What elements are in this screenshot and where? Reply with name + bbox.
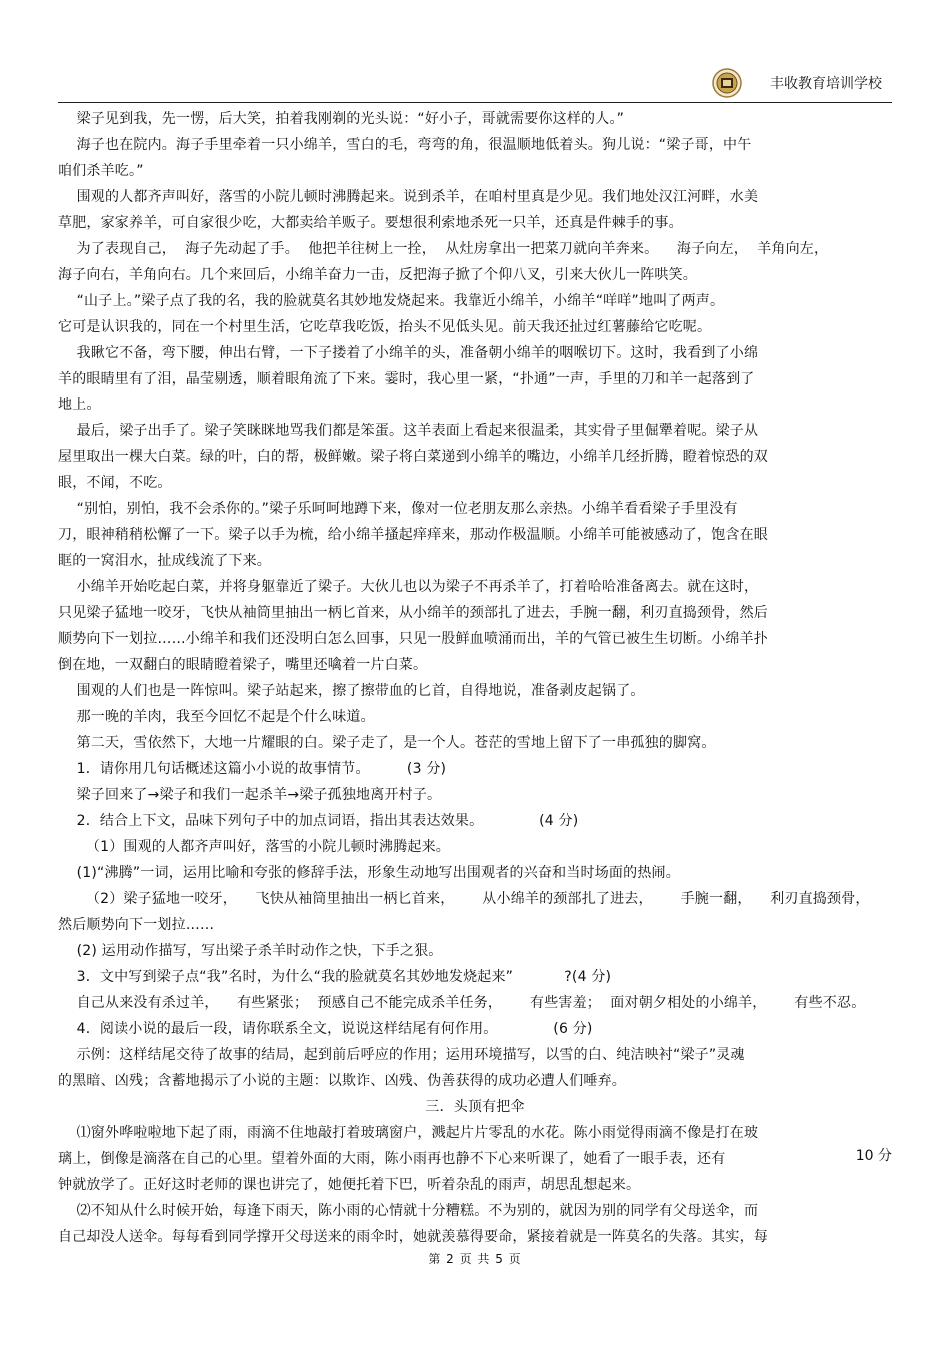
text-line: 自己却没人送伞。每每看到同学撑开父母送来的雨伞时，她就羡慕得要命，紧接着就是一阵莫名的失落。其实，每	[58, 1229, 768, 1245]
text-line: 倒在地，一双翻白的眼睛瞪着梁子，嘴里还噙着一片白菜。	[58, 657, 428, 673]
text-line: 眶的一窝泪水，扯成线流了下来。	[58, 553, 271, 569]
text-line: 为了表现自己， 海子先动起了手。 他把羊往树上一拴， 从灶房拿出一把菜刀就向羊奔来。 海子向左， 羊角向左，	[58, 241, 829, 257]
text-line: ⑵不知从什么时候开始，每逢下雨天，陈小雨的心情就十分糟糕。不为别的，就因为别的同学有父母送伞，而	[58, 1203, 759, 1219]
text-line: 那一晚的羊肉，我至今回忆不起是个什么味道。	[58, 709, 375, 725]
text-line: 顺势向下一划拉……小绵羊和我们还没明白怎么回事，只见一股鲜血喷涌而出，羊的气管已被生生切断。小绵羊扑	[58, 631, 768, 647]
text-line: 只见梁子猛地一咬牙，飞快从袖筒里抽出一柄匕首来，从小绵羊的颈部扎了进去，手腕一翻，利刃直捣颈骨，然后	[58, 605, 768, 621]
text-line: 围观的人都齐声叫好，落雪的小院儿顿时沸腾起来。说到杀羊，在咱村里真是少见。我们地处汉江河畔，水美	[58, 189, 759, 205]
page-footer: 第 2 页 共 5 页	[428, 1252, 522, 1266]
text-line: 围观的人们也是一阵惊叫。梁子站起来，擦了擦带血的匕首，自得地说，准备剥皮起锅了。	[58, 683, 645, 699]
text-line: 眼，不闻，不吃。	[58, 475, 172, 491]
text-line: 梁子见到我，先一愣，后大笑，拍着我刚剃的光头说：“好小子，哥就需要你这样的人。”	[58, 111, 625, 127]
text-line: （1）围观的人都齐声叫好，落雪的小院儿顿时沸腾起来。	[58, 839, 451, 855]
text-line: ⑴窗外哗啦啦地下起了雨，雨滴不住地敲打着玻璃窗户，溅起片片零乱的水花。陈小雨觉得雨滴不像是打在玻	[58, 1125, 759, 1141]
text-line: 刀，眼神稍稍松懈了一下。梁子以手为梳，给小绵羊搔起痒痒来，那动作极温顺。小绵羊可能被感动了，饱含在眼	[58, 527, 768, 543]
text-line: 2．结合上下文，品味下列句子中的加点词语，指出其表达效果。 (4 分)	[58, 813, 579, 829]
page-header	[58, 62, 892, 103]
section-title: 三．头顶有把伞	[425, 1099, 525, 1115]
text-line: 我瞅它不备，弯下腰，伸出右臂，一下子搂着了小绵羊的头，准备朝小绵羊的咽喉切下。这时，我看到了小绵	[58, 345, 759, 361]
text-line: 最后，梁子出手了。梁子笑眯眯地骂我们都是笨蛋。这羊表面上看起来很温柔，其实骨子里倔犟着呢。梁子从	[58, 423, 759, 439]
text-line: 的黑暗、凶残；含蓄地揭示了小说的主题：以欺诈、凶残、伪善获得的成功必遭人们唾弃。	[58, 1073, 626, 1089]
document-body	[58, 106, 892, 1250]
text-line: 4．阅读小说的最后一段，请你联系全文，说说这样结尾有何作用。 (6 分)	[58, 1021, 593, 1037]
text-line: （2）梁子猛地一咬牙， 飞快从袖筒里抽出一柄匕首来， 从小绵羊的颈部扎了进去， 手腕一翻， 利刃直捣颈骨，	[58, 891, 870, 907]
text-line: 海子向右，羊角向右。几个来回后，小绵羊奋力一击，反把海子掀了个仰八叉，引来大伙儿一阵哄笑。	[58, 267, 697, 283]
text-line: 地上。	[58, 397, 101, 413]
text-line: 示例：这样结尾交待了故事的结局，起到前后呼应的作用；运用环境描写，以雪的白、纯洁映衬“梁子”灵魂	[58, 1047, 745, 1063]
text-line: 咱们杀羊吃。”	[58, 163, 144, 179]
text-line: 璃上，倒像是滴落在自己的心里。望着外面的大雨，陈小雨再也静不下心来听课了，她看了一眼手表，还有	[58, 1151, 726, 1167]
text-line: (1)“沸腾”一词，运用比喻和夸张的修辞手法，形象生动地写出围观者的兴奋和当时场面的热闹。	[58, 865, 680, 881]
text-line: 它可是认识我的，同在一个村里生活，它吃草我吃饭，抬头不见低头见。前天我还扯过红薯藤给它吃呢。	[58, 319, 712, 335]
text-line: (2) 运用动作描写，写出梁子杀羊时动作之快，下手之狠。	[58, 943, 443, 959]
text-line: 梁子回来了→梁子和我们一起杀羊→梁子孤独地离开村子。	[58, 787, 442, 803]
text-line: 屋里取出一棵大白菜。绿的叶，白的帮，极鲜嫩。梁子将白菜递到小绵羊的嘴边，小绵羊几经折腾，瞪着惊恐的双	[58, 449, 768, 465]
text-line: 草肥，家家养羊，可自家很少吃，大都卖给羊贩子。要想很利索地杀死一只羊，还真是件棘手的事。	[58, 215, 683, 231]
text-line: 3．文中写到梁子点“我”名时，为什么“我的脸就莫名其妙地发烧起来” ?(4 分)	[58, 969, 612, 985]
text-line: 钟就放学了。正好这时老师的课也讲完了，她便托着下巴，听着杂乱的雨声，胡思乱想起来。	[58, 1177, 641, 1193]
text-line: 第二天，雪依然下，大地一片耀眼的白。梁子走了，是一个人。苍茫的雪地上留下了一串孤独的脚窝。	[58, 735, 716, 751]
text-line: “别怕，别怕，我不会杀你的。”梁子乐呵呵地蹲下来，像对一位老朋友那么亲热。小绵羊看看梁子手里没有	[58, 501, 738, 517]
margin-score-note: 10 分	[855, 1148, 892, 1164]
school-name: 丰收教育培训学校	[770, 76, 882, 92]
text-line: 海子也在院内。海子手里牵着一只小绵羊，雪白的毛，弯弯的角，很温顺地低着头。狗儿说：“梁子哥，中午	[58, 137, 752, 153]
text-line: 然后顺势向下一划拉……	[58, 917, 215, 933]
text-line: 小绵羊开始吃起白菜，并将身躯靠近了梁子。大伙儿也以为梁子不再杀羊了，打着哈哈准备离去。就在这时，	[58, 579, 759, 595]
school-seal-icon	[712, 68, 742, 98]
text-line: 羊的眼睛里有了泪，晶莹剔透，顺着眼角流了下来。霎时，我心里一紧，“扑通”一声，手里的刀和羊一起落到了	[58, 371, 755, 387]
text-line: 1．请你用几句话概述这篇小小说的故事情节。 (3 分)	[58, 761, 447, 777]
text-line: “山子上。”梁子点了我的名，我的脸就莫名其妙地发烧起来。我靠近小绵羊，小绵羊“咩咩”地叫了两声。	[58, 293, 725, 309]
text-line: 自己从来没有杀过羊， 有些紧张； 预感自己不能完成杀羊任务， 有些害羞； 面对朝夕相处的小绵羊， 有些不忍。	[58, 995, 866, 1011]
